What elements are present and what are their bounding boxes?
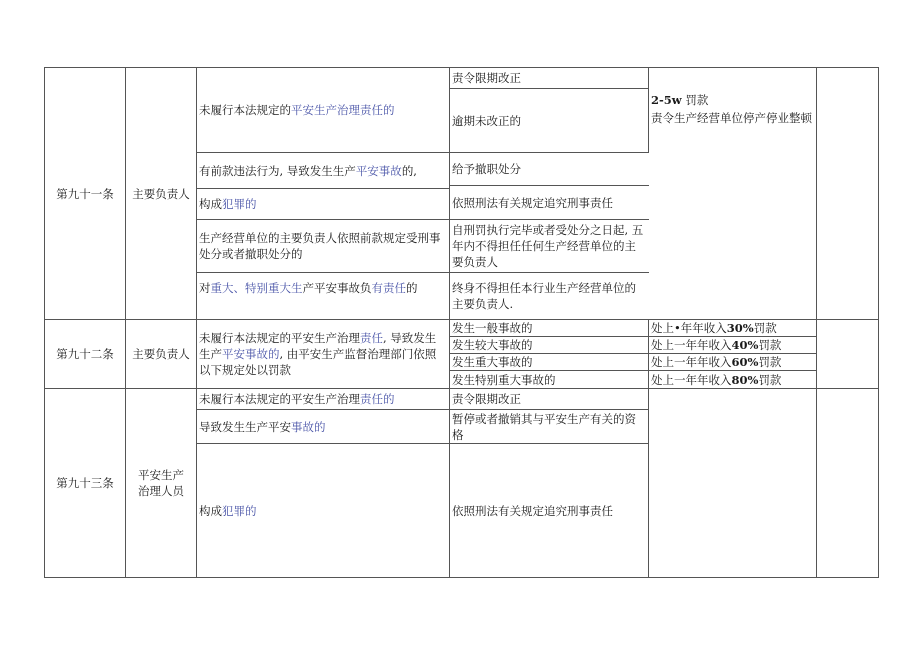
a92-fine-row [649, 354, 816, 370]
article-number: 第九十二条 [56, 347, 114, 361]
a91-conduct-2 [197, 153, 449, 188]
a91-fine-cell [649, 91, 816, 151]
fine-text: 处上一年年收入 [651, 372, 732, 387]
a91-penalty-3 [450, 153, 648, 185]
accident-type: 发生重大事故的 [452, 355, 533, 369]
subject-text: 主要负责人 [132, 347, 190, 361]
accident-type: 发生较大事故的 [452, 338, 533, 352]
a92-fine-row [649, 337, 816, 353]
accident-type: 发生一般事故的 [452, 321, 533, 335]
penalty-text: 责令限期改正 [452, 71, 521, 85]
a91-conduct-1 [197, 68, 449, 152]
conduct-text: 生产经营单位的主要负责人依照前款规定受刑事处分或者撤职处分的 [199, 231, 441, 261]
accident-type: 发生特别重大事故的 [452, 372, 556, 387]
extra-penalty: 责令生产经营单位停产停业整顿 [651, 111, 812, 125]
a91-penalty-1 [450, 68, 648, 88]
a93-penalty-2 [450, 410, 648, 443]
conduct-text: 的, [401, 163, 417, 178]
a92-accident-row [450, 320, 648, 336]
a91-penalty-6 [450, 273, 648, 319]
fine-unit: 罚款 [681, 93, 709, 107]
article-92-label [45, 320, 125, 388]
conduct-text: 有前款违法行为, 导致发生生产 [199, 163, 356, 178]
conduct-highlight: 有责任 [371, 281, 406, 295]
article-91-subject [126, 68, 196, 319]
a92-fine-row [649, 320, 816, 336]
conduct-text: 的 [406, 281, 418, 295]
a93-conduct-3 [197, 444, 449, 577]
a92-accident-row [450, 371, 648, 388]
fine-percent: 60% [731, 355, 759, 369]
conduct-highlight: 事故的 [291, 419, 326, 434]
penalty-text: 逾期未改正的 [452, 113, 521, 128]
fine-text: 处上一年年收入 [651, 355, 732, 369]
fine-text: 罚款 [758, 355, 782, 369]
a92-accident-row [450, 337, 648, 353]
column-divider [816, 67, 817, 577]
conduct-highlight: 犯罪的 [222, 503, 257, 518]
a93-penalty-3 [450, 444, 648, 577]
conduct-text: 未履行本法规定的平安生产治理 [199, 331, 360, 345]
penalty-text: 自刑罚执行完毕或者受处分之日起, 五年内不得担任任何生产经营单位的主要负责人 [452, 223, 644, 269]
conduct-text: 未履行本法规定的 [199, 103, 291, 117]
article-number: 第九十一条 [56, 186, 114, 201]
conduct-text: 生产 [199, 347, 222, 361]
penalty-text: 给予撤职处分 [452, 162, 521, 176]
subject-text: 主要负责人 [132, 186, 190, 201]
article-92-subject [126, 320, 196, 388]
conduct-highlight: 犯罪的 [222, 197, 257, 211]
a93-penalty-1 [450, 389, 648, 409]
conduct-text: 构成 [199, 197, 222, 211]
conduct-text: 未履行本法规定的平安生产治理 [199, 392, 360, 406]
penalty-text: 依照刑法有关规定追究刑事责任 [452, 195, 613, 210]
penalty-text: 责令限期改正 [452, 392, 521, 406]
conduct-text: 构成 [199, 503, 222, 518]
conduct-highlight: 责任 [360, 331, 383, 345]
fine-text: 处上一年年收入 [651, 338, 732, 352]
conduct-highlight: 平安事故的 [222, 347, 280, 361]
a92-conduct [197, 320, 449, 388]
column-divider [648, 388, 649, 577]
a91-penalty-4 [450, 186, 648, 219]
conduct-highlight: 平安事故 [355, 163, 402, 178]
conduct-text: 导致发生生产平安 [199, 419, 291, 434]
conduct-text: 对 [199, 281, 211, 295]
penalty-text: 依照刑法有关规定追究刑事责任 [452, 503, 613, 518]
table-border-right [878, 67, 879, 577]
conduct-highlight: 重大、特别重大生 [210, 281, 303, 295]
fine-text: 罚款 [758, 338, 782, 352]
table-border-bottom [44, 577, 879, 578]
conduct-highlight: 平安生产治理责任的 [291, 103, 395, 117]
penalty-text: 终身不得担任本行业生产经营单位的主要负责人. [452, 281, 636, 311]
a92-fine-row [649, 371, 816, 388]
fine-percent: 30% [726, 321, 754, 335]
a91-conduct-3 [197, 189, 449, 219]
article-number: 第九十三条 [56, 476, 114, 490]
subject-text: 平安生产治理人员 [138, 468, 184, 498]
a91-penalty-5 [450, 220, 648, 272]
a91-conduct-4 [197, 220, 449, 272]
conduct-text: 产平安事故负 [302, 281, 372, 295]
fine-percent: 40% [731, 338, 759, 352]
article-91-label [45, 68, 125, 319]
a93-conduct-2 [197, 410, 449, 443]
conduct-text: , 由平安生产监督治理部门依照以下规定处以罚款 [199, 347, 437, 377]
fine-amount: 2-5w [651, 93, 682, 107]
penalty-text: 暂停或者撤销其与平安生产有关的资格 [452, 411, 636, 442]
fine-text: 处上•年年收入 [651, 321, 727, 335]
a91-penalty-2 [450, 89, 648, 152]
a92-accident-row [450, 354, 648, 370]
article-93-label [45, 389, 125, 577]
conduct-highlight: 责任的 [360, 392, 395, 406]
a93-conduct-1 [197, 389, 449, 409]
fine-text: 罚款 [758, 372, 782, 387]
conduct-text: , 导致发生 [383, 331, 437, 345]
article-93-subject [126, 389, 196, 577]
a91-conduct-5 [197, 273, 449, 303]
fine-percent: 80% [731, 372, 759, 387]
fine-text: 罚款 [753, 321, 777, 335]
